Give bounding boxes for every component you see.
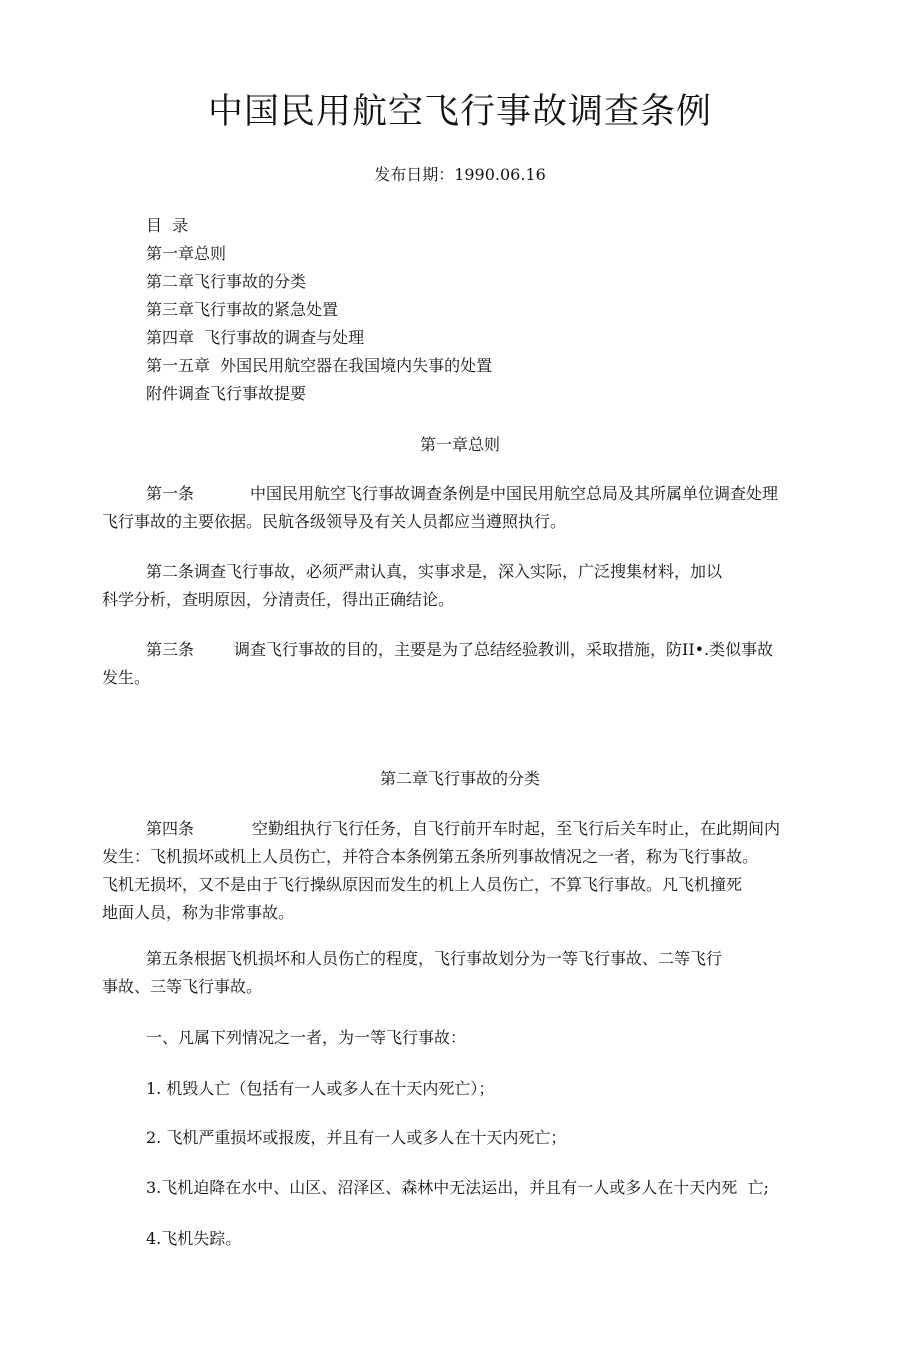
article-text: 调查飞行事故的目的，主要是为了总结经验教训，采取措施，防II•.类似事故 — [234, 640, 774, 659]
list-item: 2. 飞机严重损坏或报废，并且有一人或多人在十天内死亡； — [146, 1128, 567, 1147]
article-text: 第二条调查飞行事故，必须严肃认真，实事求是，深入实际，广泛搜集材料，加以 — [146, 562, 723, 581]
toc-item: 第二章飞行事故的分类 — [146, 272, 307, 291]
list-item: 1. 机毁人亡（包括有一人或多人在十天内死亡）； — [146, 1079, 495, 1098]
list-item: 4.飞机失踪。 — [146, 1229, 242, 1248]
article-text: 飞行事故的主要依据。民航各级领导及有关人员都应当遵照执行。 — [102, 512, 567, 531]
chapter-2-heading: 第二章飞行事故的分类 — [379, 769, 540, 788]
article-text: 第五条根据飞机损坏和人员伤亡的程度，飞行事故划分为一等飞行事故、二等飞行 — [146, 949, 723, 968]
table-of-contents — [146, 212, 492, 408]
class-1-intro: 一、凡属下列情况之一者，为一等飞行事故： — [146, 1028, 467, 1047]
article-text: 中国民用航空飞行事故调查条例是中国民用航空总局及其所属单位调查处理 — [250, 484, 779, 503]
toc-item: 第三章飞行事故的紧急处置 — [146, 300, 339, 319]
article-text: 空勤组执行飞行任务，自飞行前开车时起，至飞行后关车时止，在此期间内 — [252, 819, 781, 838]
article-text: 地面人员，称为非常事故。 — [102, 903, 295, 922]
article-label: 第三条 — [146, 640, 195, 659]
publish-date: 发布日期：1990.06.16 — [374, 165, 546, 184]
article-text: 飞机无损坏，又不是由于飞行操纵原因而发生的机上人员伤亡，不算飞行事故。凡飞机撞死 — [102, 875, 743, 894]
toc-item: 附件调查飞行事故提要 — [146, 384, 307, 403]
list-item: 3.飞机迫降在水中、山区、沼泽区、森林中无法运出，并且有一人或多人在十天内死 亡; — [146, 1178, 769, 1197]
article-text: 发生。 — [102, 668, 151, 687]
article-text: 科学分析，查明原因，分清责任，得出正确结论。 — [102, 590, 455, 609]
toc-heading: 目 录 — [146, 216, 189, 235]
article-label: 第一条 — [146, 484, 195, 503]
chapter-1-heading: 第一章总则 — [419, 435, 500, 454]
article-4 — [102, 815, 822, 927]
toc-item: 第四章 飞行事故的调查与处理 — [146, 328, 365, 347]
toc-item: 第一章总则 — [146, 244, 227, 263]
toc-item: 第一五章 外国民用航空器在我国境内失事的处置 — [146, 356, 493, 375]
article-text: 事故、三等飞行事故。 — [102, 977, 263, 996]
article-1 — [102, 480, 822, 536]
article-label: 第四条 — [146, 819, 195, 838]
document-title: 中国民用航空飞行事故调查条例 — [207, 92, 712, 132]
article-text: 发生：飞机损坏或机上人员伤亡，并符合本条例第五条所列事故情况之一者，称为飞行事故。 — [102, 847, 759, 866]
article-5 — [102, 945, 822, 1001]
article-3 — [102, 636, 822, 692]
article-2 — [102, 558, 822, 614]
